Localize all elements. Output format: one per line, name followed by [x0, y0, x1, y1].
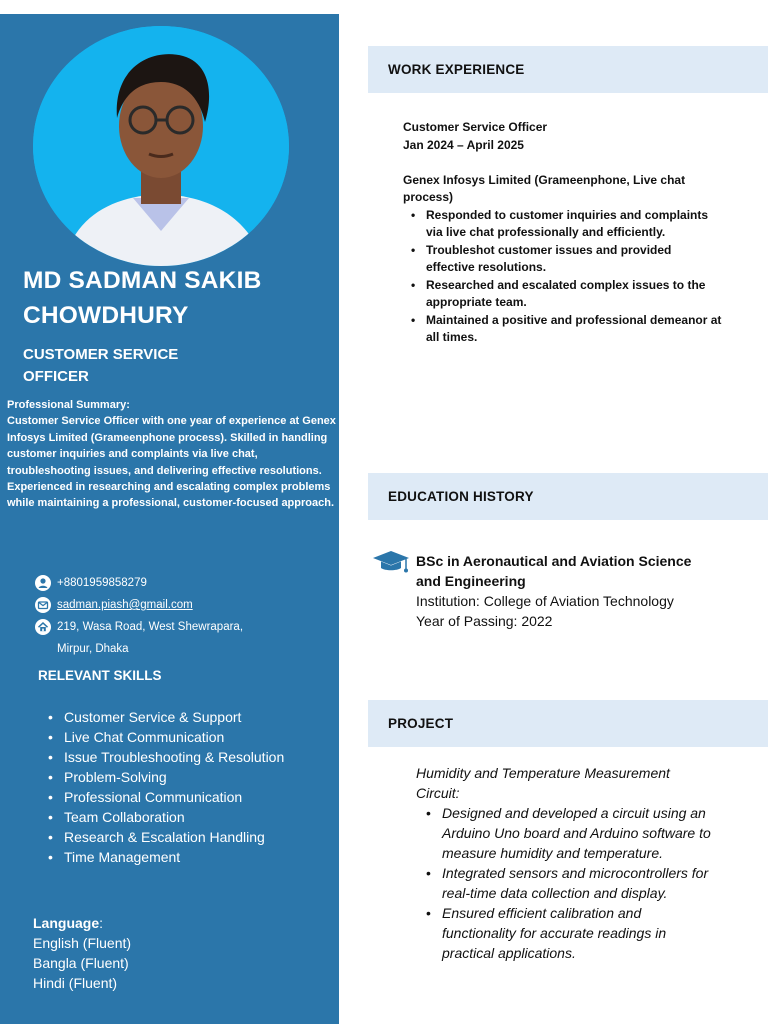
- work-bullet: • Troubleshot customer issues and provided effective resolutions.: [411, 242, 723, 277]
- skills-list: [48, 707, 328, 867]
- language-item: English (Fluent): [33, 935, 132, 951]
- professional-summary: [7, 397, 337, 512]
- language-section: [33, 913, 131, 993]
- education-heading: EDUCATION HISTORY: [388, 489, 534, 504]
- skill-item: • Research & Escalation Handling: [48, 827, 328, 847]
- skill-item: • Issue Troubleshooting & Resolution: [48, 747, 328, 767]
- contact-list: [35, 572, 325, 660]
- education-header: [368, 473, 768, 520]
- language-colon: :: [99, 915, 104, 931]
- work-bullet: • Responded to customer inquiries and complaints via live chat professionally and efficiently.: [411, 207, 723, 242]
- profile-photo: [33, 26, 289, 266]
- email-link[interactable]: sadman.piash@gmail.com: [57, 599, 193, 611]
- skills-heading: RELEVANT SKILLS: [38, 668, 162, 683]
- home-icon: [35, 619, 51, 635]
- summary-text: Customer Service Officer with one year of experience at Genex Infosys Limited (Grameenphone process). Skilled in handling customer inquiries and complaints via live chat, troubleshooting issues, and delivering effective resolutions. Experienced in researching and escalating complex problems while maintaining a professional, customer-focused approach.: [7, 415, 336, 510]
- work-company: Genex Infosys Limited (Grameenphone, Live chat process): [403, 172, 686, 204]
- work-experience-heading: WORK EXPERIENCE: [388, 62, 525, 77]
- project-heading: PROJECT: [388, 716, 454, 731]
- work-experience-content: [403, 119, 723, 347]
- project-bullet: • Designed and developed a circuit using an Arduino Uno board and Arduino software to measure humidity and temperature.: [426, 803, 716, 863]
- phone-number: +8801959858279: [57, 577, 147, 589]
- degree: BSc in Aeronautical and Aviation Science and Engineering: [416, 553, 692, 589]
- project-bullets: [426, 803, 716, 963]
- work-bullets: [411, 207, 723, 347]
- work-bullet: • Researched and escalated complex issues to the appropriate team.: [411, 277, 723, 312]
- project-bullet: • Integrated sensors and microcontrollers for real-time data collection and display.: [426, 863, 716, 903]
- skill-item: • Problem-Solving: [48, 767, 328, 787]
- project-title: Humidity and Temperature Measurement Circuit:: [416, 765, 670, 801]
- skill-item: • Time Management: [48, 847, 328, 867]
- work-bullet: • Maintained a positive and professional demeanor at all times.: [411, 312, 723, 347]
- language-item: Hindi (Fluent): [33, 975, 118, 991]
- education-content: [416, 551, 716, 631]
- address-line-2: Mirpur, Dhaka: [57, 643, 129, 655]
- institution: Institution: College of Aviation Technology: [416, 593, 674, 609]
- skill-item: • Professional Communication: [48, 787, 328, 807]
- job-title: CUSTOMER SERVICE OFFICER: [23, 346, 179, 385]
- graduation-cap-icon: [371, 549, 411, 575]
- profile-photo-illustration: [33, 26, 289, 266]
- skill-item: • Live Chat Communication: [48, 727, 328, 747]
- project-bullet: • Ensured efficient calibration and functionality for accurate readings in practical applications.: [426, 903, 716, 963]
- language-label: Language: [33, 915, 100, 931]
- contact-email[interactable]: [35, 594, 325, 616]
- candidate-name: MD SADMAN SAKIB CHOWDHURY: [23, 267, 262, 329]
- mail-icon: [35, 597, 51, 613]
- language-item: Bangla (Fluent): [33, 955, 129, 971]
- project-header: [368, 700, 768, 747]
- year-of-passing: Year of Passing: 2022: [416, 613, 553, 629]
- address-line-1: 219, Wasa Road, West Shewrapara,: [57, 621, 244, 633]
- work-dates: Jan 2024 – April 2025: [403, 137, 524, 152]
- skill-item: • Customer Service & Support: [48, 707, 328, 727]
- address: [57, 616, 243, 660]
- project-content: [416, 763, 716, 963]
- work-experience-header: [368, 46, 768, 93]
- sidebar: [0, 14, 339, 1024]
- summary-label: Professional Summary:: [7, 399, 130, 411]
- work-role: Customer Service Officer: [403, 120, 548, 134]
- contact-phone: [35, 572, 325, 594]
- skill-item: • Team Collaboration: [48, 807, 328, 827]
- person-icon: [35, 575, 51, 591]
- contact-address: [35, 616, 325, 660]
